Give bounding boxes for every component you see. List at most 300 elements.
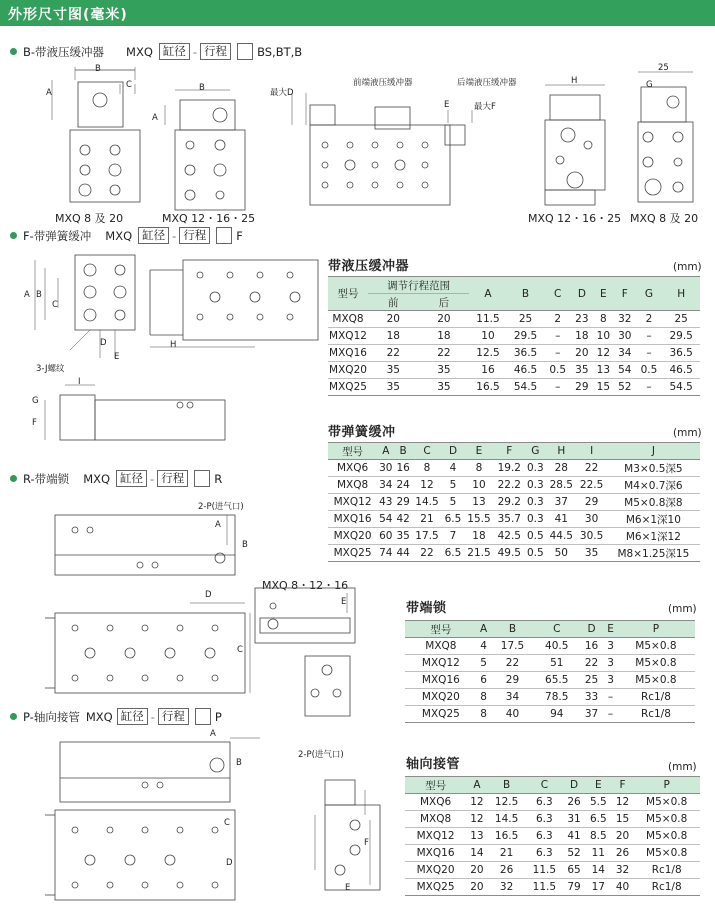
table-header-cell: I [576,443,606,460]
table-hydraulic-unit: (mm) [673,261,702,273]
table-cell: 35 [368,362,419,379]
table-cell: 21 [412,511,442,528]
table-cell: 40 [490,706,534,723]
table-spring [328,442,700,562]
table-cell: 28 [546,460,576,477]
dim-r-d: D [205,590,212,600]
table-header-cell: P [633,777,700,794]
drawing-b-mxq8-20 [40,70,140,210]
table-header-cell: 型号 [405,621,477,638]
section-p-label: P-轴向接管 MXQ 缸径 - 行程 P [10,708,222,725]
dim-p-b: B [236,758,242,768]
table-cell: 4 [477,638,491,655]
table-row [328,362,700,379]
table-header-cell: A [377,443,394,460]
table-lock [405,620,695,723]
table-cell: 21 [488,845,526,862]
dim-p-f: F [364,838,369,848]
table-cell: 6.3 [525,845,563,862]
table-cell: 37 [546,494,576,511]
table-cell: 54.5 [662,379,700,396]
table-cell: 46.5 [507,362,545,379]
table-cell: 8 [477,706,491,723]
table-header-cell: 型号 [405,777,466,794]
table-cell: 30 [576,511,606,528]
table-header-cell: C [535,621,579,638]
th-col: E [593,277,614,311]
table-cell: 33 [579,689,604,706]
table-cell: 35 [419,362,470,379]
table-cell: 21.5 [464,545,494,562]
table-cell: MXQ16 [328,345,368,362]
label-thread-j: 3-J螺纹 [36,364,65,374]
table-cell: 10 [469,328,507,345]
table-cell: 44 [394,545,411,562]
dim-f-b: B [36,290,42,300]
table-cell: M5×0.8 [633,845,700,862]
table-cell: 65.5 [535,672,579,689]
table-cell: 12 [612,794,634,811]
table-cell: 29.5 [662,328,700,345]
table-cell: 54.5 [507,379,545,396]
table-cell: 0.5 [544,362,571,379]
table-row [328,460,700,477]
table-cell: 11.5 [525,862,563,879]
table-cell: 54 [377,511,394,528]
table-cell: 6.5 [442,511,464,528]
table-cell: 14 [466,845,488,862]
th-col: D [571,277,592,311]
table-cell: MXQ16 [405,845,466,862]
table-cell: 34 [377,477,394,494]
table-cell: 37 [579,706,604,723]
table-cell: 25 [662,311,700,328]
table-cell: 29 [490,672,534,689]
th-rear: 后 [419,294,470,311]
drawing-p-top [45,730,245,805]
table-cell: 29.2 [494,494,524,511]
table-cell: 23 [571,311,592,328]
table-cell: 14.5 [488,811,526,828]
table-cell: 22 [579,655,604,672]
dim-f-a: A [24,290,30,300]
table-header-cell: C [412,443,442,460]
drawing-r-inset [255,588,355,723]
table-cell: 6.3 [525,828,563,845]
dim-f-d: D [100,338,107,348]
table-cell: 50 [546,545,576,562]
table-cell: MXQ12 [405,655,477,672]
table-cell: 24 [394,477,411,494]
label-port-p: 2-P(进气口) [198,502,244,512]
table-header-cell: F [494,443,524,460]
table-cell: 35 [368,379,419,396]
table-cell: 0.5 [524,528,546,545]
table-cell: MXQ8 [405,638,477,655]
table-cell: 30 [614,328,635,345]
table-cell: 12 [412,477,442,494]
table-cell: 41 [546,511,576,528]
table-cell: 13 [464,494,494,511]
table-cell: 22 [412,545,442,562]
table-cell: 16 [394,460,411,477]
table-cell: 16 [579,638,604,655]
bullet-icon [10,48,17,55]
table-cell: – [636,328,663,345]
table-header-cell: H [546,443,576,460]
dim-f-f: F [32,418,37,428]
table-cell: MXQ6 [405,794,466,811]
table-cell: M8×1.25深15 [607,545,700,562]
table-row [405,811,700,828]
table-cell: 18 [464,528,494,545]
table-cell: 13 [466,828,488,845]
table-cell: 44.5 [546,528,576,545]
table-row [405,655,695,672]
table-header-cell: J [607,443,700,460]
dim-h: H [571,76,578,86]
table-cell: MXQ20 [328,528,377,545]
table-cell: – [604,689,617,706]
dim-b-2: B [199,83,205,93]
table-cell: 4 [442,460,464,477]
table-cell: MXQ25 [328,545,377,562]
dim-f-g: G [32,396,39,406]
dim-p-a: A [210,729,216,739]
table-cell: Rc1/8 [617,706,695,723]
table-cell: – [604,706,617,723]
table-cell: 18 [368,328,419,345]
table-cell: 34 [490,689,534,706]
drawing-b-end-mxq8-20 [633,72,698,207]
dim-f-e: E [114,352,120,362]
table-cell: 52 [563,845,585,862]
table-cell: 42.5 [494,528,524,545]
table-cell: 18 [571,328,592,345]
table-cell: 26 [612,845,634,862]
table-row [328,545,700,562]
table-cell: 78.5 [535,689,579,706]
table-cell: 32 [614,311,635,328]
table-cell: 10 [593,328,614,345]
table-cell: M5×0.8 [633,811,700,828]
bullet-icon [10,232,17,239]
drawing-p-side [40,810,240,900]
table-cell: M3×0.5深5 [607,460,700,477]
table-cell: 22 [419,345,470,362]
table-cell: 52 [614,379,635,396]
table-cell: M5×0.8 [633,794,700,811]
table-cell: MXQ25 [405,706,477,723]
table-cell: 35 [394,528,411,545]
drawing-r-side [40,598,255,698]
table-cell: 3 [604,638,617,655]
table-cell: 0.5 [524,545,546,562]
table-header-cell: E [464,443,494,460]
table-cell: 5 [442,494,464,511]
table-cell: 26 [563,794,585,811]
table-cell: MXQ6 [328,460,377,477]
section-b-label: B-带液压缓冲器 MXQ 缸径 - 行程 BS,BT,B [10,43,302,60]
table-cell: 12.5 [488,794,526,811]
table-header-cell: B [394,443,411,460]
label-front-shock: 前端液压缓冲器 [353,78,413,88]
table-cell: 20 [466,862,488,879]
dim-r-a: A [215,520,221,530]
table-cell: 13 [593,362,614,379]
table-row [328,528,700,545]
section-f-label: F-带弹簧缓冲 MXQ 缸径 - 行程 F [10,227,243,244]
drawing-f-end [30,250,140,365]
caption-b-right1: MXQ 12・16・25 [528,212,622,225]
table-row [328,511,700,528]
th-front: 前 [368,294,419,311]
table-cell: 20 [612,828,634,845]
table-cell: M5×0.8 [617,655,695,672]
dim-c: C [126,80,132,90]
table-cell: 19.2 [494,460,524,477]
table-cell: 30.5 [576,528,606,545]
table-cell: 6 [477,672,491,689]
page-header [0,0,715,26]
table-cell: 41 [563,828,585,845]
table-row [328,477,700,494]
page-title: 外形尺寸图(毫米) [8,7,128,23]
empty-box [216,227,232,244]
table-cell: 20 [466,879,488,896]
table-header-cell: C [525,777,563,794]
th-col: G [636,277,663,311]
table-cell: M6×1深12 [607,528,700,545]
table-row [405,672,695,689]
table-cell: 0.3 [524,460,546,477]
table-cell: 15 [612,811,634,828]
table-cell: 5 [477,655,491,672]
table-cell: 6.3 [525,794,563,811]
dim-r-e: E [341,597,347,607]
table-header-row [405,621,695,638]
table-cell: Rc1/8 [617,689,695,706]
table-cell: 8.5 [585,828,612,845]
table-axial [405,776,700,896]
table-cell: 29 [571,379,592,396]
table-cell: 15.5 [464,511,494,528]
table-row [328,379,700,396]
dim-f-h: H [170,340,177,350]
th-col: A [469,277,507,311]
table-cell: 35 [571,362,592,379]
table-cell: M5×0.8 [617,672,695,689]
table-cell: 79 [563,879,585,896]
table-cell: MXQ12 [328,494,377,511]
table-header-cell: E [585,777,612,794]
table-cell: MXQ12 [405,828,466,845]
table-row [405,794,700,811]
table-cell: 35 [576,545,606,562]
bullet-icon [10,713,17,720]
drawing-f-bottom [40,385,230,445]
table-cell: 6.5 [442,545,464,562]
table-cell: 8 [593,311,614,328]
table-cell: MXQ20 [405,862,466,879]
table-cell: 16.5 [488,828,526,845]
table-cell: – [636,345,663,362]
table-cell: 8 [464,460,494,477]
table-cell: MXQ16 [328,511,377,528]
table-header-cell: D [442,443,464,460]
th-col: F [614,277,635,311]
table-cell: 30 [377,460,394,477]
table-cell: 3 [604,655,617,672]
table-row [328,311,700,328]
table-cell: Rc1/8 [633,862,700,879]
dim-p-c: C [224,818,230,828]
table-cell: 5 [442,477,464,494]
table-cell: 25 [507,311,545,328]
table-cell: 7 [442,528,464,545]
table-axial-title: 轴向接管 [406,757,461,772]
table-cell: 46.5 [662,362,700,379]
table-cell: 11.5 [469,311,507,328]
table-cell: 17.5 [412,528,442,545]
table-hydraulic-title: 带液压缓冲器 [328,259,410,274]
table-cell: 40.5 [535,638,579,655]
table-header-cell: P [617,621,695,638]
table-cell: 35.7 [494,511,524,528]
table-cell: 54 [614,362,635,379]
table-cell: 12 [466,794,488,811]
bullet-icon [10,475,17,482]
drawing-p-end [310,760,385,900]
table-cell: 42 [394,511,411,528]
caption-b-right2: MXQ 8 及 20 [630,212,699,225]
empty-box [194,470,210,487]
table-cell: 65 [563,862,585,879]
table-cell: 74 [377,545,394,562]
table-row [328,328,700,345]
table-cell: 8 [477,689,491,706]
table-cell: 0.3 [524,511,546,528]
table-cell: 14.5 [412,494,442,511]
table-cell: MXQ12 [328,328,368,345]
table-cell: – [636,379,663,396]
th-col: C [544,277,571,311]
caption-b-left1: MXQ 8 及 20 [55,212,124,225]
table-cell: 11.5 [525,879,563,896]
table-cell: 22 [368,345,419,362]
table-cell: M6×1深10 [607,511,700,528]
dim-p-d: D [226,858,233,868]
table-cell: MXQ20 [328,362,368,379]
dim-p-e: E [345,883,351,893]
table-cell: 28.5 [546,477,576,494]
table-cell: 20 [419,311,470,328]
table-cell: 20 [368,311,419,328]
table-header-cell: A [477,621,491,638]
table-cell: 12.5 [469,345,507,362]
table-cell: MXQ8 [328,311,368,328]
dim-r-c: C [237,645,243,655]
table-cell: 5.5 [585,794,612,811]
table-cell: 6.5 [585,811,612,828]
table-cell: 11 [585,845,612,862]
table-cell: 2 [544,311,571,328]
th-range: 调节行程范围 [368,277,469,294]
table-header-row [328,443,700,460]
label-rear-shock: 后端液压缓冲器 [457,78,517,88]
table-spring-title: 带弹簧缓冲 [328,425,396,440]
table-header-cell: E [604,621,617,638]
table-row [405,845,700,862]
table-hydraulic [328,276,700,396]
table-header-cell: D [579,621,604,638]
empty-box [237,43,253,60]
table-lock-title: 带端锁 [406,601,447,616]
table-cell: 22.2 [494,477,524,494]
table-cell: 43 [377,494,394,511]
table-cell: MXQ16 [405,672,477,689]
table-spring-unit: (mm) [673,427,702,439]
th-model: 型号 [328,277,368,311]
table-axial-unit: (mm) [668,761,697,773]
table-row [328,494,700,511]
label-port-p-2: 2-P(进气口) [298,750,344,760]
table-cell: 34 [614,345,635,362]
table-cell: 60 [377,528,394,545]
dim-f-i: I [78,377,81,387]
table-cell: 94 [535,706,579,723]
table-cell: 6.3 [525,811,563,828]
dim-f-c: C [52,300,58,310]
table-cell: 12 [466,811,488,828]
table-cell: M4×0.7深6 [607,477,700,494]
table-row [405,706,695,723]
table-cell: 16.5 [469,379,507,396]
table-cell: 32 [488,879,526,896]
table-cell: MXQ8 [405,811,466,828]
table-cell: 32 [612,862,634,879]
table-header-row [405,777,700,794]
table-cell: 26 [488,862,526,879]
table-cell: 17.5 [490,638,534,655]
table-row [405,828,700,845]
table-cell: 18 [419,328,470,345]
dim-b: B [95,64,101,74]
table-header-cell: D [563,777,585,794]
table-header-cell: F [612,777,634,794]
table-cell: 29 [576,494,606,511]
table-header-cell: G [524,443,546,460]
table-cell: – [544,328,571,345]
table-cell: – [544,345,571,362]
table-row [405,862,700,879]
table-cell: MXQ25 [405,879,466,896]
th-col: H [662,277,700,311]
table-cell: 16 [469,362,507,379]
table-cell: M5×0.8 [633,828,700,845]
table-cell: MXQ20 [405,689,477,706]
table-cell: 25 [579,672,604,689]
table-cell: 51 [535,655,579,672]
table-header-cell: B [490,621,534,638]
table-cell: 14 [585,862,612,879]
table-cell: 29.5 [507,328,545,345]
table-cell: 17 [585,879,612,896]
table-cell: 2 [636,311,663,328]
table-cell: 36.5 [662,345,700,362]
table-cell: 0.5 [636,362,663,379]
table-cell: 22.5 [576,477,606,494]
